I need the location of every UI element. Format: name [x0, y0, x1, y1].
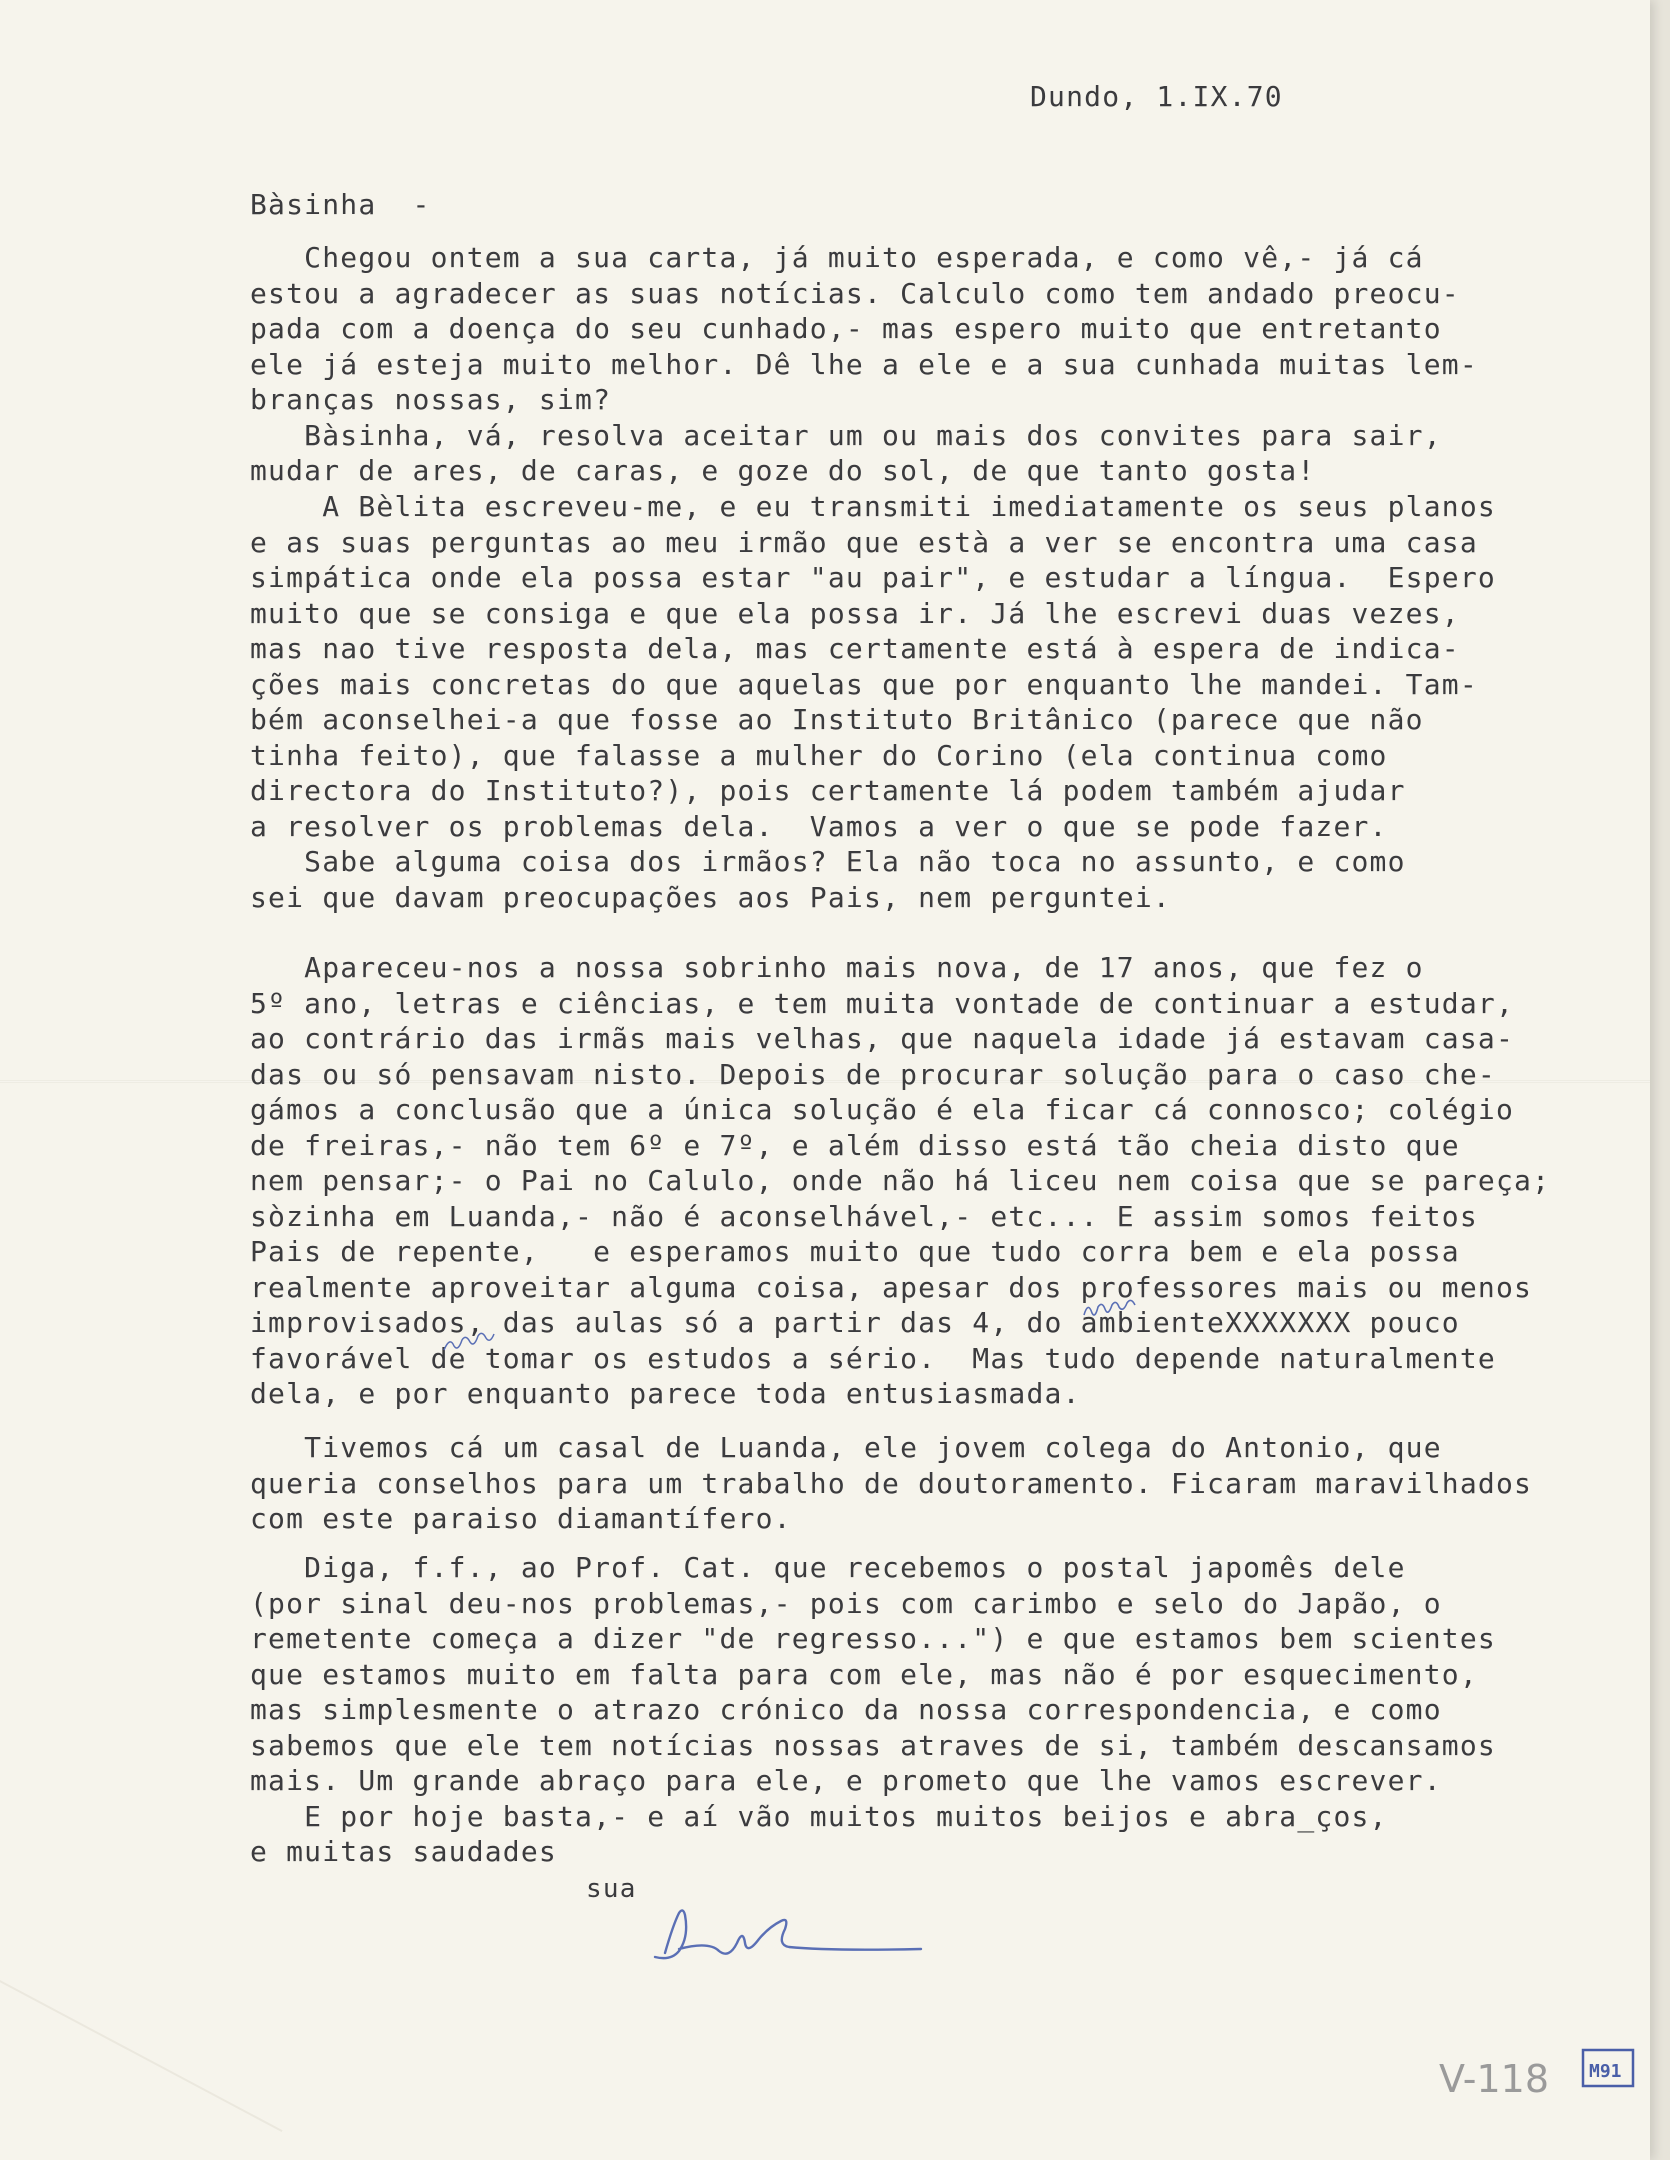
text-line: (por sinal deu-nos problemas,- pois com carimbo e selo do Japão, o [250, 1586, 1442, 1620]
text-line: das ou só pensavam nisto. Depois de procurar solução para o caso che- [250, 1057, 1496, 1091]
text-line: favorável de tomar os estudos a sério. Mas tudo depende naturalmente [250, 1341, 1496, 1375]
text-line: estou a agradecer as suas notícias. Calculo como tem andado preocu- [250, 276, 1460, 310]
text-line: sabemos que ele tem notícias nossas atraves de si, também descansamos [250, 1728, 1496, 1762]
text-line: nem pensar;- o Pai no Calulo, onde não há liceu nem coisa que se pareça; [250, 1164, 1551, 1197]
text-line: improvisados, das aulas só a partir das 4, do ambienteXXXXXXX pouco [250, 1306, 1460, 1339]
paragraph-5 [250, 1550, 1496, 1870]
text-line: sòzinha em Luanda,- não é aconselhável,- etc... E assim somos feitos [250, 1199, 1478, 1233]
text-line: sei que davam preocupações aos Pais, nem perguntei. [250, 880, 1171, 914]
text-line: realmente aproveitar alguma coisa, apesar dos professores mais ou menos [250, 1270, 1533, 1304]
text-line: Apareceu-nos a nossa sobrinho mais nova, de 17 anos, que fez o [250, 951, 1424, 984]
text-line: Chegou ontem a sua carta, já muito esperada, e como vê,- já cá [250, 241, 1424, 274]
text-line: tinha feito), que falasse a mulher do Corino (ela continua como [250, 738, 1388, 772]
text-line: mas nao tive resposta dela, mas certamente está à espera de indica- [250, 632, 1460, 665]
text-line: ele já esteja muito melhor. Dê lhe a ele e a sua cunhada muitas lem- [250, 347, 1478, 381]
text-line: que estamos muito em falta para com ele, mas não é por esquecimento, [250, 1657, 1478, 1691]
text-line: mas simplesmente o atrazo crónico da nossa correspondencia, e como [250, 1693, 1442, 1726]
letter-date: Dundo, 1.IX.70 [1030, 80, 1283, 113]
text-line: Sabe alguma coisa dos irmãos? Ela não toca no assunto, e como [250, 845, 1406, 878]
text-line: ao contrário das irmãs mais velhas, que naquela idade já estavam casa- [250, 1022, 1515, 1055]
text-line: e as suas perguntas ao meu irmão que està a ver se encontra uma casa [250, 525, 1478, 559]
text-line: branças nossas, sim? [250, 383, 612, 416]
archive-number: V-118 [1439, 2057, 1550, 2101]
text-line: simpática onde ela possa estar "au pair", e estudar a língua. Espero [250, 561, 1496, 594]
letter-greeting: Bàsinha - [250, 188, 431, 221]
text-line: bém aconselhei-a que fosse ao Instituto Britânico (parece que não [250, 703, 1424, 736]
text-line: muito que se consiga e que ela possa ir. Já lhe escrevi duas vezes, [250, 596, 1460, 630]
text-line: mudar de ares, de caras, e goze do sol, de que tanto gosta! [250, 454, 1316, 487]
paragraph-4 [250, 1430, 1532, 1537]
text-line: mais. Um grande abraço para ele, e prometo que lhe vamos escrever. [250, 1764, 1442, 1797]
corner-crease [0, 1980, 283, 2132]
text-line: remetente começa a dizer "de regresso...") e que estamos bem scientes [250, 1622, 1496, 1655]
text-line: de freiras,- não tem 6º e 7º, e além disso está tão cheia disto que [250, 1128, 1460, 1162]
text-line: Pais de repente, e esperamos muito que tudo corra bem e ela possa [250, 1235, 1460, 1268]
handwritten-insert-para [440, 1330, 510, 1356]
closing-word: sua [586, 1874, 637, 1904]
text-line: 5º ano, letras e ciências, e tem muita vontade de continuar a estudar, [250, 986, 1515, 1020]
text-line: dela, e por enquanto parece toda entusiasmada. [250, 1377, 1081, 1410]
archive-stamp: M91 [1589, 2061, 1622, 2082]
text-line: e muitas saudades [250, 1835, 557, 1868]
text-line: Diga, f.f., ao Prof. Cat. que recebemos o postal japomês dele [250, 1551, 1406, 1584]
text-line: queria conselhos para um trabalho de doutoramento. Ficaram maravilhados [250, 1466, 1533, 1500]
text-line: pada com a doença do seu cunhado,- mas espero muito que entretanto [250, 312, 1442, 345]
handwritten-insert-horas [1080, 1297, 1150, 1323]
signature [645, 1895, 955, 1975]
text-line: Tivemos cá um casal de Luanda, ele jovem colega do Antonio, que [250, 1431, 1442, 1464]
text-line: ções mais concretas do que aquelas que por enquanto lhe mandei. Tam- [250, 667, 1478, 701]
text-line: directora do Instituto?), pois certamente lá podem também ajudar [250, 774, 1406, 807]
text-line: a resolver os problemas dela. Vamos a ver o que se pode fazer. [250, 809, 1388, 843]
paragraph-2 [250, 489, 1496, 915]
text-line: gámos a conclusão que a única solução é ela ficar cá connosco; colégio [250, 1093, 1515, 1126]
text-line: E por hoje basta,- e aí vão muitos muitos beijos e abra_ços, [250, 1799, 1388, 1833]
text-line: com este paraiso diamantífero. [250, 1502, 792, 1535]
text-line: A Bèlita escreveu-me, e eu transmiti imediatamente os seus planos [250, 490, 1496, 523]
archive-marks [1435, 2040, 1645, 2110]
text-line: Bàsinha, vá, resolva aceitar um ou mais dos convites para sair, [250, 418, 1442, 452]
paragraph-1 [250, 240, 1478, 489]
